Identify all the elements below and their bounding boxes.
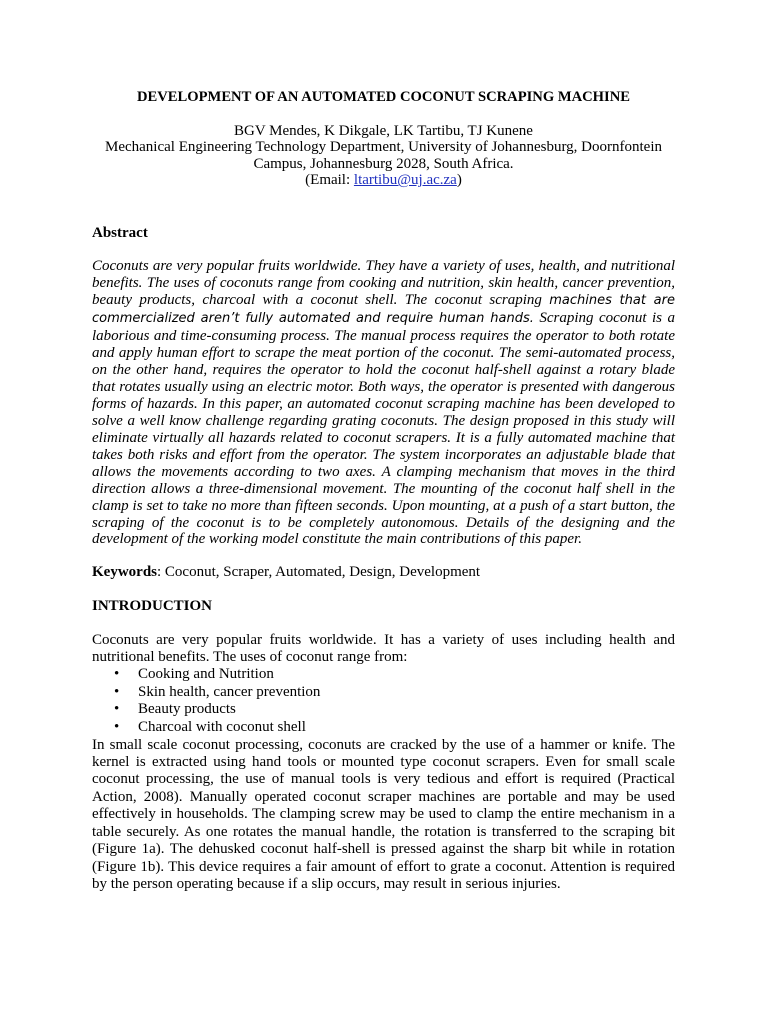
page-content bbox=[92, 89, 675, 894]
introduction-paragraph-1: Coconuts are very popular fruits worldwide. It has a variety of uses including health and nutritional benefits. The uses of coconut range from: bbox=[92, 631, 675, 665]
list-item-text: Cooking and Nutrition bbox=[138, 666, 274, 683]
abstract-text-part-2: machines that are commercialized aren’t fully automated and require human hands. bbox=[92, 293, 675, 327]
keywords-label: Keywords bbox=[92, 564, 157, 581]
list-item-text: Beauty products bbox=[138, 701, 236, 718]
list-item bbox=[114, 666, 675, 684]
list-item bbox=[114, 701, 675, 719]
abstract-text-part-3: Scraping coconut is a laborious and time-consuming process. The manual process requires the operator to both rotate and apply human effort to scrape the meat portion of the coconut. The semi-automated process, on the other hand, requires the operator to hold the coconut half-shell against a rotary blade that rotates usually using an electric motor. Both ways, the operator is presented with dangerous forms of hazards. In this paper, an automated coconut scraping machine has been developed to solve a well know challenge regarding grating coconuts. The design proposed in this study will eliminate virtually all hazards related to coconut scrapers. It is a fully automated machine that takes both risks and effort from the operator. The system incorporates an adjustable blade that allows the movements according to two axes. A clamping mechanism that moves in the third direction allows a three-dimensional movement. The mounting of the coconut half shell in the clamp is set to take no more than fifteen seconds. Upon mounting, at a push of a start button, the scraping of the coconut is to be completely autonomous. Details of the designing and the development of the working model constitute the main contributions of this paper. bbox=[92, 310, 675, 548]
abstract-heading: Abstract bbox=[92, 224, 148, 241]
email-line bbox=[92, 172, 675, 188]
introduction-paragraph-2: In small scale coconut processing, coconuts are cracked by the use of a hammer or knife. The kernel is extracted using hand tools or mounted type coconut scrapers. Even for small scale coconut processing, the use of manual tools is very tedious and effort is required (Practical Action, 2008). Manually operated coconut scraper machines are portable and may be used effectively in households. The clamping screw may be used to clamp the entire mechanism in a table securely. As one rotates the manual handle, the rotation is transferred to the scraping bit (Figure 1a). The dehusked coconut half-shell is pressed against the sharp bit while in rotation (Figure 1b). This device requires a fair amount of effort to grate a coconut. Attention is required by the person operating because if a slip occurs, may result in serious injuries. bbox=[92, 736, 675, 893]
affiliation-line-1: Mechanical Engineering Technology Department, University of Johannesburg, Doornfontein bbox=[105, 139, 662, 156]
list-item-text: Charcoal with coconut shell bbox=[138, 718, 306, 735]
keywords-text: : Coconut, Scraper, Automated, Design, Development bbox=[157, 564, 481, 581]
author-names: BGV Mendes, K Dikgale, LK Tartibu, TJ Kunene bbox=[234, 123, 533, 139]
keywords-line bbox=[92, 564, 675, 582]
email-suffix: ) bbox=[456, 172, 462, 189]
bullet-icon: • bbox=[114, 701, 120, 718]
bullet-icon: • bbox=[114, 666, 120, 683]
list-item-text: Skin health, cancer prevention bbox=[138, 683, 321, 700]
author-block bbox=[92, 123, 675, 189]
uses-bullet-list bbox=[92, 666, 675, 736]
introduction-heading: INTRODUCTION bbox=[92, 598, 213, 615]
bullet-icon: • bbox=[114, 718, 120, 735]
affiliation-line-2: Campus, Johannesburg 2028, South Africa. bbox=[253, 155, 514, 172]
email-prefix: (Email: bbox=[305, 172, 354, 189]
abstract-text-part-1: Coconuts are very popular fruits worldwide. They have a variety of uses, health, and nutritional benefits. The uses of coconuts range from cooking and nutrition, skin health, cancer prevention, beauty products, charcoal with a coconut shell. The coconut scraping bbox=[92, 258, 675, 309]
list-item bbox=[114, 683, 675, 702]
bullet-icon: • bbox=[114, 683, 120, 700]
paper-title: DEVELOPMENT OF AN AUTOMATED COCONUT SCRAPING MACHINE bbox=[137, 89, 630, 105]
list-item bbox=[114, 718, 675, 737]
email-link[interactable]: ltartibu@uj.ac.za bbox=[353, 172, 457, 189]
abstract-text bbox=[92, 258, 675, 548]
